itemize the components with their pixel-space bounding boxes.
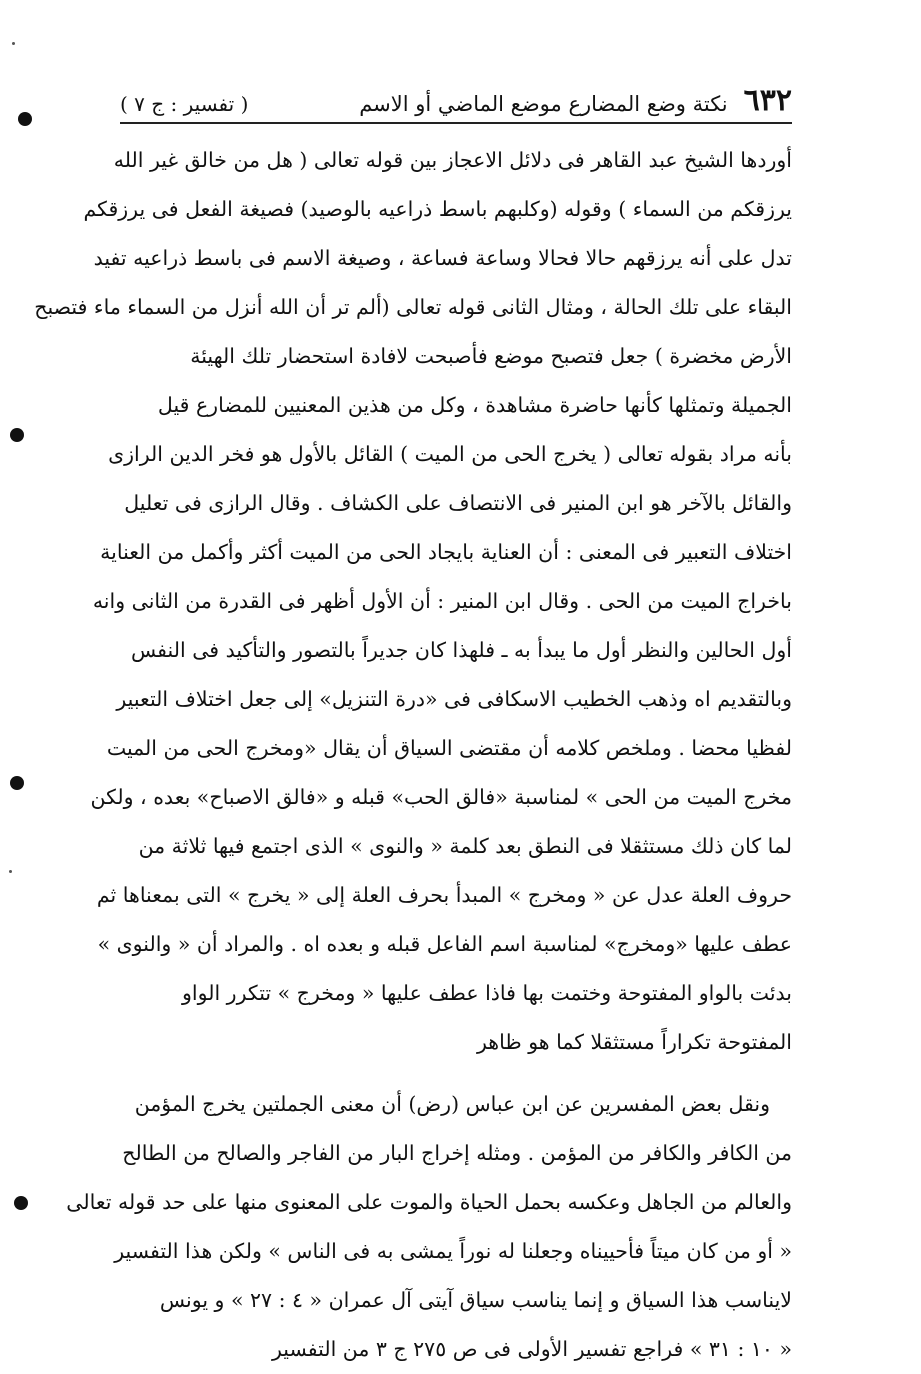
text-line: تدل على أنه يرزقهم حالا فحالا وساعة فساعة ، وصيغة الاسم فى باسط ذراعيه تفيد (93, 246, 792, 270)
text-line: حروف العلة عدل عن « ومخرج » المبدأ بحرف العلة إلى « يخرج » التى بمعناها ثم (96, 883, 792, 907)
text-line: لما كان ذلك مستثقلا فى النطق بعد كلمة « والنوى » الذى اجتمع فيها ثلاثة من (138, 834, 792, 858)
body-text (34, 136, 792, 1374)
text-line: لفظيا محضا . وملخص كلامه أن مقتضى السياق أن يقال «ومخرج الحى من الميت (106, 736, 792, 760)
text-line: بأنه مراد بقوله تعالى ( يخرج الحى من الميت ) القائل بالأول هو فخر الدين الرازى (108, 442, 792, 466)
text-line: « ١٠ : ٣١ » فراجع تفسير الأولى فى ص ٢٧٥ ج ٣ من التفسير (271, 1337, 792, 1361)
binding-hole-mark (18, 112, 32, 126)
volume-reference: ( تفسير : ج ٧ ) (120, 92, 249, 116)
paragraph-1 (34, 136, 792, 1067)
text-line: « أو من كان ميتاً فأحييناه وجعلنا له نوراً يمشى به فى الناس » ولكن هذا التفسير (114, 1239, 792, 1263)
paragraph-gap (118, 1067, 792, 1080)
page-header (120, 84, 792, 124)
text-line: مخرج الميت من الحى » لمناسبة «فالق الحب» قبله و «فالق الاصباح» بعده ، ولكن (90, 785, 792, 809)
text-line: اختلاف التعبير فى المعنى : أن العناية بايجاد الحى من الميت أكثر وأكمل من العناية (100, 540, 792, 564)
text-line: المفتوحة تكراراً مستثقلا كما هو ظاهر (477, 1030, 792, 1054)
page-number: ٦٣٢ (743, 83, 792, 118)
scan-speck (9, 870, 12, 873)
text-line: الأرض مخضرة ) جعل فتصبح موضع فأصبحت لافادة استحضار تلك الهيئة (190, 344, 792, 368)
text-line: أول الحالين والنظر أول ما يبدأ به ـ فلهذا كان جديراً بالتصور والتأكيد فى النفس (131, 638, 792, 662)
running-title: نكتة وضع المضارع موضع الماضي أو الاسم (359, 92, 728, 116)
text-line: البقاء على تلك الحالة ، ومثال الثانى قوله تعالى (ألم تر أن الله أنزل من السماء ماء فتصبح (34, 295, 792, 319)
binding-hole-mark (10, 776, 24, 790)
text-line: وبالتقديم اه وذهب الخطيب الاسكافى فى «درة التنزيل» إلى جعل اختلاف التعبير (116, 687, 792, 711)
text-line: بدئت بالواو المفتوحة وختمت بها فاذا عطف عليها « ومخرج » تتكرر الواو (182, 981, 792, 1005)
text-line: لايناسب هذا السياق و إنما يناسب سياق آيتى آل عمران « ٤ : ٢٧ » و يونس (159, 1288, 792, 1312)
scan-speck (12, 42, 15, 45)
text-line: من الكافر والكافر من المؤمن . ومثله إخراج البار من الفاجر والصالح من الطالح (122, 1141, 792, 1165)
text-line: يرزقكم من السماء ) وقوله (وكلبهم باسط ذراعيه بالوصيد) فصيغة الفعل فى يرزقكم (83, 197, 792, 221)
text-line: باخراج الميت من الحى . وقال ابن المنير : أن الأول أظهر فى القدرة من الثانى وانه (92, 589, 792, 613)
text-line: والقائل بالآخر هو ابن المنير فى الانتصاف على الكشاف . وقال الرازى فى تعليل (124, 491, 792, 515)
text-line: أوردها الشيخ عبد القاهر فى دلائل الاعجاز بين قوله تعالى ( هل من خالق غير الله (113, 148, 792, 172)
text-line: عطف عليها «ومخرج» لمناسبة اسم الفاعل قبله و بعده اه . والمراد أن « والنوى » (97, 932, 792, 956)
text-line: ونقل بعض المفسرين عن ابن عباس (رض) أن معنى الجملتين يخرج المؤمن (134, 1092, 770, 1116)
text-line: والعالم من الجاهل وعكسه بحمل الحياة والموت على المعنوى منها على حد قوله تعالى (66, 1190, 792, 1214)
text-line: الجميلة وتمثلها كأنها حاضرة مشاهدة ، وكل من هذين المعنيين للمضارع قيل (157, 393, 792, 417)
binding-hole-mark (14, 1196, 28, 1210)
paragraph-2 (66, 1080, 792, 1374)
binding-hole-mark (10, 428, 24, 442)
